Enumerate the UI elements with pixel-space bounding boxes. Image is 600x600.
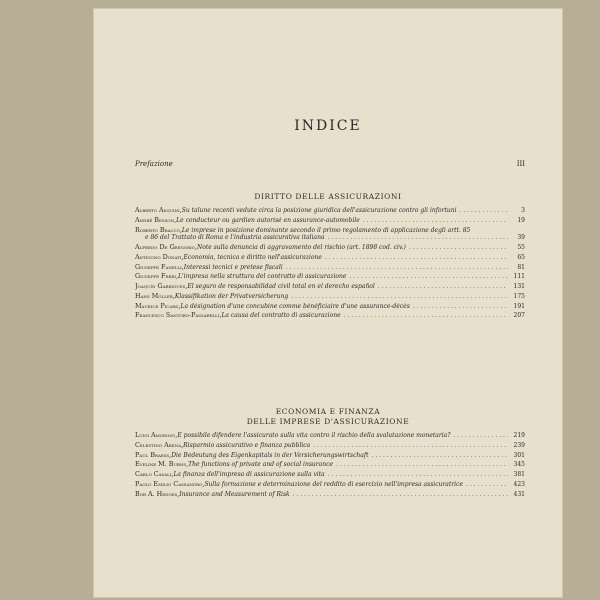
toc-entry-line <box>135 234 525 242</box>
toc-entry <box>135 273 525 281</box>
toc-author: Giuseppe Fanelli, <box>135 263 184 271</box>
leader-dots <box>372 452 508 460</box>
leader-dots <box>409 244 508 252</box>
toc-entry-line <box>135 264 525 272</box>
toc-author: Giuseppe Ferri, <box>135 273 179 281</box>
leader-dots <box>378 283 508 291</box>
toc-page-number: 191 <box>513 302 525 310</box>
leader-dots <box>344 312 508 320</box>
toc-entry-line <box>135 254 525 262</box>
section-heading-line: DIRITTO DELLE ASSICURAZIONI <box>254 192 402 201</box>
leader-dots <box>336 461 508 469</box>
toc-author: Alfredo De Gregorio, <box>135 243 197 251</box>
toc-title: Klassifikation der Privatversicherung <box>174 292 289 300</box>
toc-entry-line <box>135 471 525 479</box>
toc-author: Luigi Amoroso, <box>135 432 178 439</box>
section-heading-line: ECONOMIA E FINANZA <box>275 407 381 416</box>
toc-author: Bob A. Hedges, <box>135 490 180 498</box>
toc-entry <box>135 254 525 262</box>
toc-entry-line <box>135 303 525 311</box>
toc-entry-line <box>135 481 525 489</box>
leader-dots <box>313 442 508 450</box>
toc-entry-line <box>135 207 525 215</box>
toc-entry <box>135 244 525 252</box>
section-heading-line: DELLE IMPRESE D'ASSICURAZIONE <box>246 417 410 426</box>
toc-author: Roberto Bracco, <box>135 226 182 234</box>
toc-page-number: 207 <box>513 312 525 320</box>
leader-dots <box>453 432 508 440</box>
toc-title: La désignation d'une concubine comme bénéficiaire d'une assurance-décès <box>180 302 410 310</box>
toc-author: André Besson, <box>135 216 177 224</box>
toc-entry <box>135 217 525 225</box>
toc-page-number: 431 <box>513 490 525 498</box>
toc-title: Die Bedeutung des Eigenkapitals in der Versicherungswirtschaft <box>171 451 369 459</box>
toc-author: Alberto Asquini, <box>135 207 182 214</box>
toc-title: El seguro de responsabilidad civil total en el derecho español <box>187 283 375 291</box>
toc-author: Antigono Donati, <box>135 253 184 261</box>
toc-title: È possibile difendere l'assicurato sulla vita contro il rischio della svalutazione monetaria? <box>177 432 451 439</box>
section-heading-diritto <box>93 192 563 202</box>
toc-title: Su talune recenti vedute circa la posizione giuridica dell'assicurazione contro gli infortuni <box>181 207 457 214</box>
toc-author: Paolo Emilio Cassandro, <box>135 480 205 488</box>
toc-entry <box>135 481 525 489</box>
toc-entry-line <box>135 293 525 301</box>
toc-author: Hans Möller, <box>135 292 175 300</box>
toc-title: Le imprese in posizione dominante secondo il primo regolamento di applicazione degli artt. 85 <box>181 226 471 234</box>
leader-dots <box>349 273 508 281</box>
toc-entry <box>135 491 525 499</box>
toc-entry-line <box>135 273 525 281</box>
leader-dots <box>328 234 508 242</box>
toc-title: Insurance and Measurement of Risk <box>179 490 290 498</box>
toc-author: Carlo Casali, <box>135 471 174 479</box>
toc-title: Note sulla denuncia di aggravamento del rischio (art. 1898 cod. civ.) <box>197 243 406 251</box>
leader-dots <box>325 254 508 262</box>
toc-title: Risparmio assicurativo e finanza pubblica <box>183 441 311 449</box>
toc-title: The functions of private and of social insurance <box>188 461 334 469</box>
toc-author: Eveline M. Burns, <box>135 461 189 469</box>
toc-entry <box>135 283 525 291</box>
preface-entry <box>135 160 525 168</box>
section-heading-economia <box>93 407 563 427</box>
toc-page-number: 131 <box>513 283 525 291</box>
toc-page-number: 65 <box>517 253 525 261</box>
toc-page-number: 55 <box>517 243 525 251</box>
toc-entry-line <box>135 442 525 450</box>
toc-page-number: 381 <box>513 471 525 479</box>
leader-dots <box>291 293 508 301</box>
book-page <box>93 8 563 598</box>
toc-title: e 86 del Trattato di Roma e l'industria assicurativa italiana <box>145 234 325 242</box>
toc-author: Maurice Picard, <box>135 302 181 310</box>
toc-entry <box>135 432 525 440</box>
toc-page-number: 81 <box>517 263 525 271</box>
leader-dots <box>413 303 508 311</box>
preface-page: III <box>516 160 525 168</box>
toc-entry <box>135 207 525 215</box>
toc-entry-line <box>135 244 525 252</box>
toc-entry <box>135 471 525 479</box>
toc-title: La causa del contratto di assicurazione <box>221 312 341 320</box>
toc-entry-line <box>135 217 525 225</box>
section-entries-diritto <box>135 207 525 322</box>
toc-page-number: 19 <box>517 216 525 224</box>
section-entries-economia <box>135 432 525 500</box>
preface-label: Prefazione <box>135 160 173 168</box>
toc-entry-line <box>135 491 525 499</box>
toc-entry-line <box>135 283 525 291</box>
toc-entry <box>135 303 525 311</box>
page-title: INDICE <box>294 118 362 134</box>
toc-page-number: 345 <box>513 461 525 469</box>
toc-title: Interessi tecnici e pretese fiscali <box>183 263 283 271</box>
toc-entry <box>135 293 525 301</box>
toc-author: Francesco Santoro-Passarelli, <box>135 312 222 320</box>
toc-title: L'impresa nella struttura del contratto di assicurazione <box>178 273 347 281</box>
toc-entry <box>135 264 525 272</box>
toc-title: Le conducteur ou gardien autorisé en assurance-automobile <box>176 216 360 224</box>
toc-entry <box>135 312 525 320</box>
toc-title: La finanza dell'impresa di assicurazione sulla vita <box>173 471 325 479</box>
leader-dots <box>286 264 508 272</box>
toc-author: Celestino Arena, <box>135 441 184 449</box>
leader-dots <box>293 491 508 499</box>
leader-dots <box>460 207 508 215</box>
toc-page-number: 3 <box>521 207 525 214</box>
toc-author: Paul Braess, <box>135 451 172 459</box>
toc-entry-line <box>135 312 525 320</box>
toc-author: Joaquín Garrigues, <box>135 283 188 291</box>
leader-dots <box>466 481 508 489</box>
toc-page-number: 219 <box>513 432 525 439</box>
toc-entry <box>135 442 525 450</box>
toc-entry-line <box>135 461 525 469</box>
toc-entry <box>135 452 525 460</box>
toc-page-number: 111 <box>513 273 525 281</box>
leader-dots <box>328 471 508 479</box>
leader-dots <box>363 217 508 225</box>
toc-title: Economia, tecnica e diritto nell'assicurazione <box>183 253 322 261</box>
toc-entry <box>135 227 525 242</box>
toc-entry-line <box>135 227 525 235</box>
toc-page-number: 39 <box>517 234 525 242</box>
toc-entry-line <box>135 432 525 440</box>
toc-page-number: 301 <box>513 451 525 459</box>
toc-entry <box>135 461 525 469</box>
toc-entry-line <box>135 452 525 460</box>
toc-page-number: 239 <box>513 441 525 449</box>
toc-page-number: 423 <box>513 480 525 488</box>
toc-page-number: 175 <box>513 292 525 300</box>
toc-title: Sulla formazione e determinazione del reddito di esercizio nell'impresa assicuratrice <box>204 480 463 488</box>
